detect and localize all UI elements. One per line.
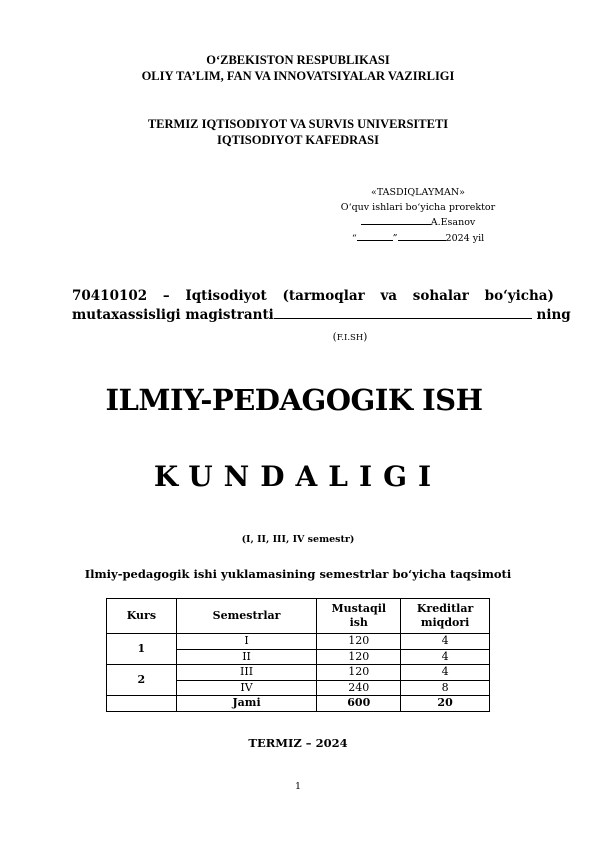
mustaqil-cell: 120 (317, 665, 401, 681)
semestr-cell: IV (176, 680, 317, 696)
approval-heading: «TASDIQLAYMAN» (371, 187, 465, 198)
signature-blank (361, 215, 431, 225)
document-title: ILMIY-PEDAGOGIK ISH (105, 383, 483, 417)
approval-position: O‘quv ishlari bo‘yicha prorektor (340, 201, 496, 213)
specialty-line-2: mutaxassisligi magistranti ning (72, 307, 571, 323)
ministry-header (0, 52, 596, 84)
semesters-note: (I, II, III, IV semestr) (241, 534, 355, 545)
kredit-cell: 8 (401, 680, 490, 696)
total-label: Jami (176, 696, 317, 712)
kredit-cell: 4 (401, 634, 490, 650)
day-blank (357, 231, 393, 241)
header-kurs: Kurs (107, 599, 177, 634)
total-kredit: 20 (401, 696, 490, 712)
ministry-line-1: O‘ZBEKISTON RESPUBLIKASI (206, 53, 390, 67)
table-row (107, 665, 490, 681)
specialty-code: 70410102 (72, 288, 148, 304)
approval-year: 2024 yil (445, 232, 485, 244)
approver-name: A.Esanov (430, 217, 476, 228)
approval-date-line: “ ” 2024 yil (351, 232, 485, 244)
approval-block (330, 186, 506, 246)
kurs-cell: 2 (107, 665, 177, 696)
specialty-block (72, 287, 571, 325)
kurs-cell: 1 (107, 634, 177, 665)
semestr-cell: III (176, 665, 317, 681)
student-name-blank (274, 306, 532, 319)
fish-note: (F.I.SH) (332, 331, 368, 343)
header-mustaqil: Mustaqil ish (317, 599, 401, 634)
university-header (0, 116, 596, 148)
total-mustaqil: 600 (317, 696, 401, 712)
semestr-cell: I (176, 634, 317, 650)
specialty-line-1: 70410102 – Iqtisodiyot (tarmoqlar va sohalar bo‘yicha) (72, 288, 554, 304)
distribution-table (106, 598, 490, 712)
ministry-line-2: OLIY TA’LIM, FAN VA INNOVATSIYALAR VAZIRLIGI (141, 69, 455, 83)
footer-city-year: TERMIZ – 2024 (248, 736, 348, 750)
table-header-row (107, 599, 490, 634)
kredit-cell: 4 (401, 665, 490, 681)
semestr-cell: II (176, 649, 317, 665)
page-number: 1 (294, 781, 302, 792)
empty-cell (107, 696, 177, 712)
table-total-row (107, 696, 490, 712)
table-row (107, 634, 490, 650)
month-blank (398, 231, 446, 241)
table-caption: Ilmiy-pedagogik ishi yuklamasining semestrlar bo‘yicha taqsimoti (84, 567, 512, 581)
mustaqil-cell: 120 (317, 634, 401, 650)
header-semestrlar: Semestrlar (176, 599, 317, 634)
mustaqil-cell: 120 (317, 649, 401, 665)
approval-signature-line (330, 215, 506, 231)
kredit-cell: 4 (401, 649, 490, 665)
header-kredit: Kreditlar miqdori (401, 599, 490, 634)
department-name: IQTISODIYOT KAFEDRASI (217, 133, 379, 147)
mustaqil-cell: 240 (317, 680, 401, 696)
document-subtitle: KUNDALIGI (153, 460, 443, 493)
university-name: TERMIZ IQTISODIYOT VA SURVIS UNIVERSITETI (147, 117, 449, 131)
